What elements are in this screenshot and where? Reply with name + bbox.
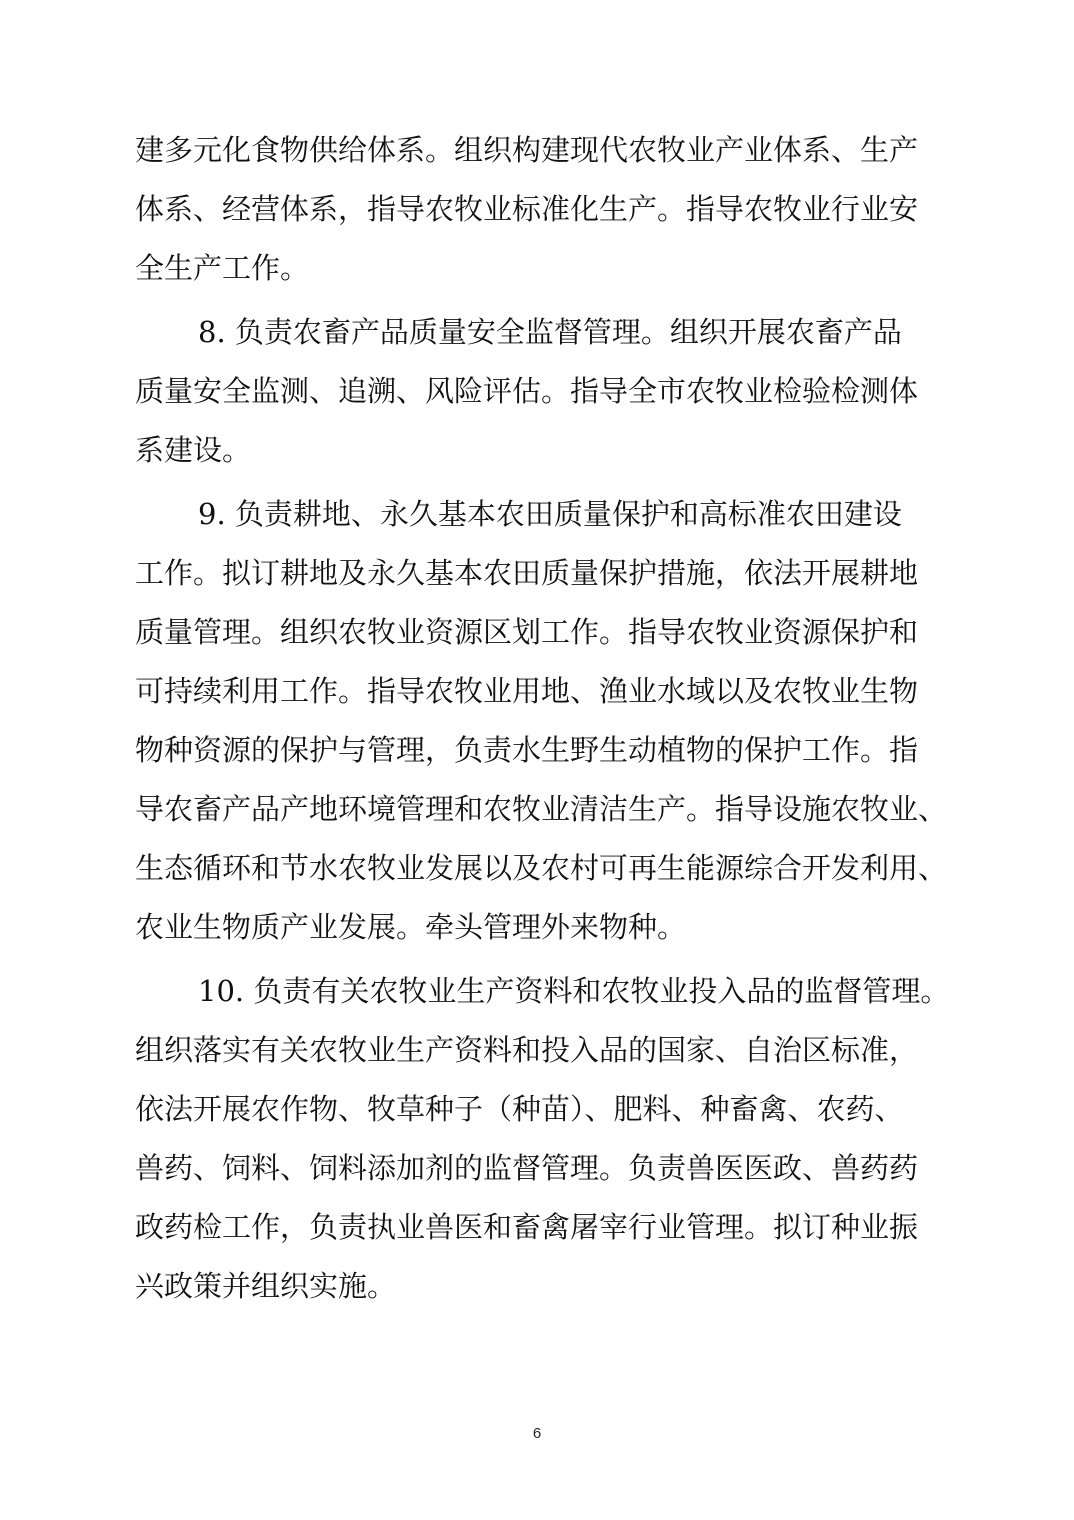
text-line <box>0 848 1074 888</box>
text-line <box>0 730 1074 770</box>
text-line <box>0 1266 1074 1306</box>
line-text: 工作。拟订耕地及永久基本农田质量保护措施，依法开展耕地 <box>135 556 919 590</box>
line-text: 组织落实有关农牧业生产资料和投入品的国家、自治区标准， <box>135 1033 919 1067</box>
text-line <box>0 671 1074 711</box>
line-text: 全生产工作。 <box>135 251 310 285</box>
text-line <box>0 130 1074 170</box>
text-line <box>0 430 1074 470</box>
line-text: 质量安全监测、追溯、风险评估。指导全市农牧业检验检测体 <box>135 374 919 408</box>
line-text: 兴政策并组织实施。 <box>135 1269 397 1303</box>
text-line <box>0 553 1074 593</box>
text-line <box>0 907 1074 947</box>
text-line <box>0 494 1074 534</box>
line-text: 质量管理。组织农牧业资源区划工作。指导农牧业资源保护和 <box>135 615 919 649</box>
text-line <box>0 189 1074 229</box>
line-text: 生态循环和节水农牧业发展以及农村可再生能源综合开发利用、 <box>135 851 948 885</box>
text-line <box>0 1030 1074 1070</box>
text-line <box>0 789 1074 829</box>
line-text: 农业生物质产业发展。牵头管理外来物种。 <box>135 910 687 944</box>
text-line <box>0 371 1074 411</box>
line-text: 10. 负责有关农牧业生产资料和农牧业投入品的监督管理。 <box>198 974 950 1008</box>
text-line <box>0 1148 1074 1188</box>
line-text: 导农畜产品产地环境管理和农牧业清洁生产。指导设施农牧业、 <box>135 792 948 826</box>
line-text: 可持续利用工作。指导农牧业用地、渔业水域以及农牧业生物 <box>135 674 919 708</box>
line-text: 系建设。 <box>135 433 252 467</box>
text-line <box>0 971 1074 1011</box>
line-text: 8. 负责农畜产品质量安全监督管理。组织开展农畜产品 <box>198 315 902 349</box>
line-text: 9. 负责耕地、永久基本农田质量保护和高标准农田建设 <box>198 497 902 531</box>
text-line <box>0 612 1074 652</box>
line-text: 政药检工作，负责执业兽医和畜禽屠宰行业管理。拟订种业振 <box>135 1210 919 1244</box>
line-text: 建多元化食物供给体系。组织构建现代农牧业产业体系、生产 <box>135 133 919 167</box>
text-line <box>0 1089 1074 1129</box>
line-text: 依法开展农作物、牧草种子（种苗）、肥料、种畜禽、农药、 <box>135 1092 904 1126</box>
line-text: 兽药、饲料、饲料添加剂的监督管理。负责兽医医政、兽药药 <box>135 1151 919 1185</box>
text-line <box>0 248 1074 288</box>
text-line <box>0 312 1074 352</box>
page-number: 6 <box>532 1425 542 1442</box>
text-line <box>0 1207 1074 1247</box>
line-text: 体系、经营体系，指导农牧业标准化生产。指导农牧业行业安 <box>135 192 919 226</box>
line-text: 物种资源的保护与管理，负责水生野生动植物的保护工作。指 <box>135 733 919 767</box>
